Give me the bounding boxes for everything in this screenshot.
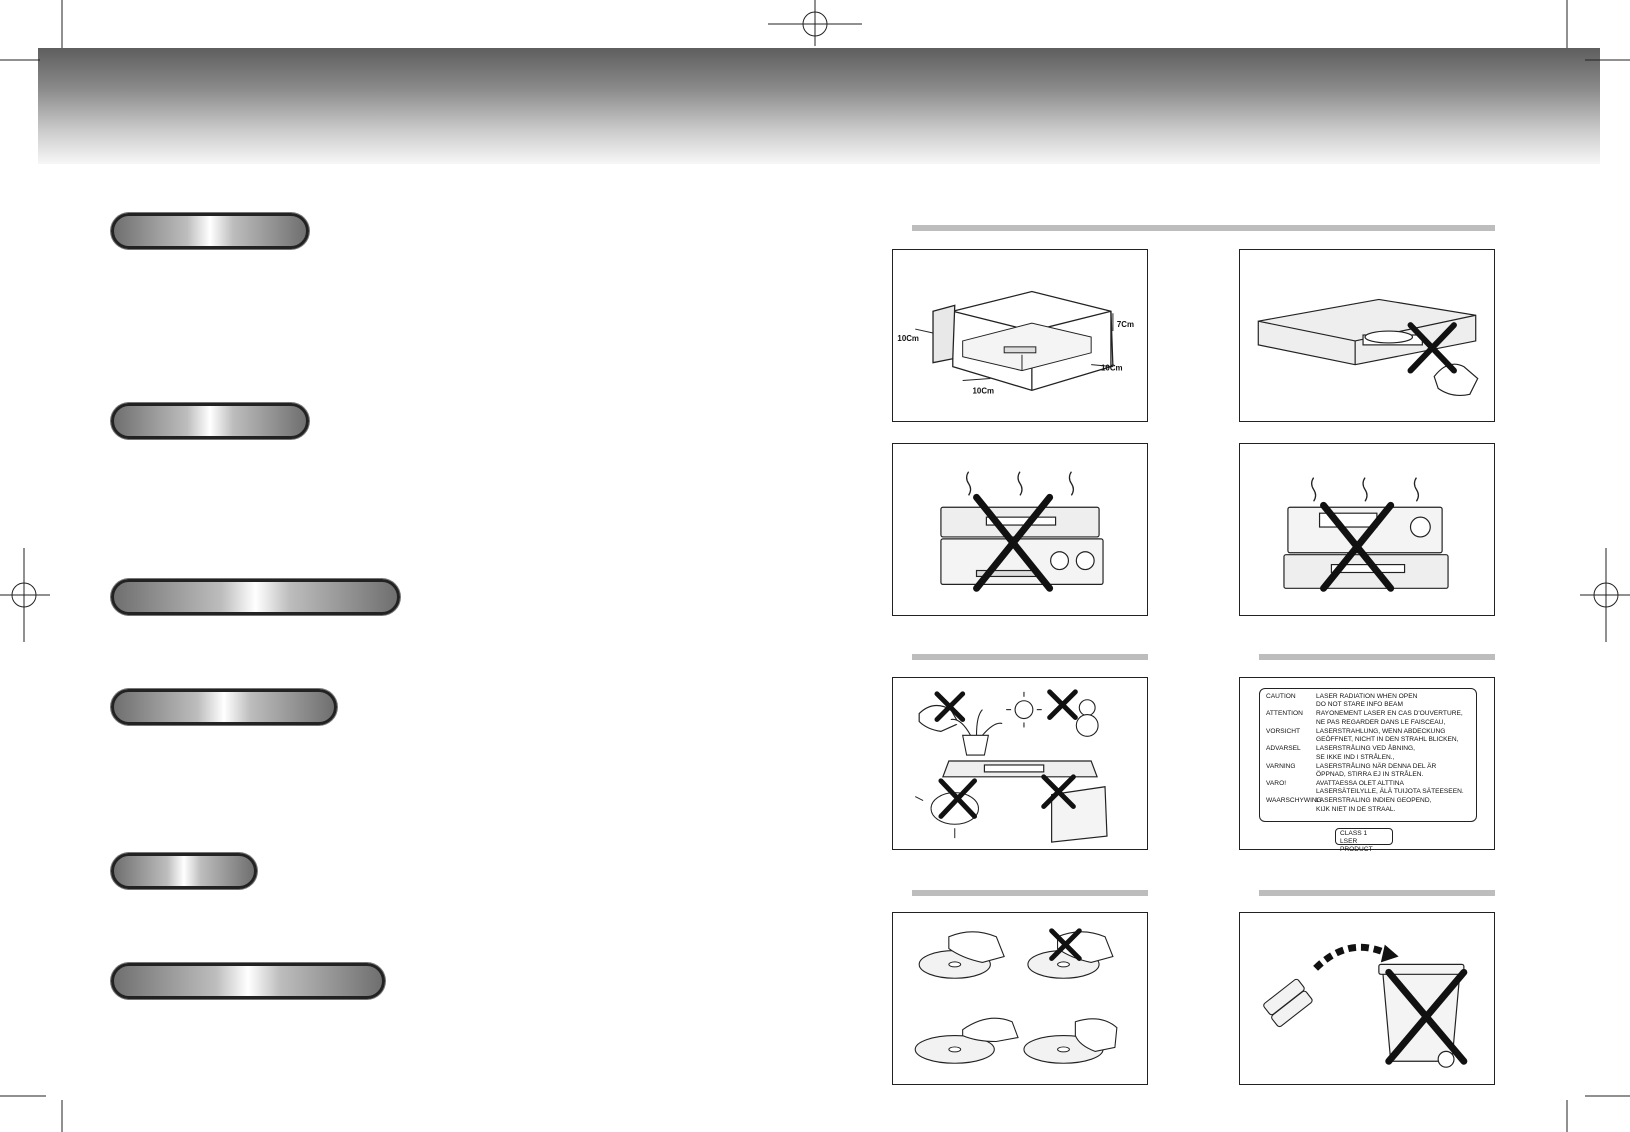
- section-heading-pill-6: [111, 963, 385, 999]
- laser-warning-row: VARNING LASERSTRÅLING NÄR DENNA DEL ÄR ÖPPNAD, STIRRA EJ IN STRÅLEN.: [1266, 762, 1437, 779]
- registration-mark-left: [0, 548, 50, 642]
- illustration-battery-disposal: [1239, 912, 1495, 1085]
- heat-waves-icon: [1312, 478, 1419, 502]
- heat-rays-icon: [915, 793, 978, 838]
- clearance-side-left-label: 10Cm: [897, 333, 919, 343]
- section-heading-pill-2: [111, 403, 309, 439]
- illustration-no-amplifier-on-top: [1239, 443, 1495, 616]
- hand-icon: [949, 932, 1117, 1052]
- laser-warning-row: VORSICHT LASERSTRAHLUNG, WENN ABDECKUNG GEÖFFNET, NICHT IN DEN STRAHL BLICKEN,: [1266, 727, 1459, 744]
- illustration-environment-hazards: [892, 677, 1148, 850]
- section-heading-pill-4: [111, 689, 337, 725]
- amplifier-drawing: [941, 539, 1103, 584]
- clearance-top-label: 7Cm: [1116, 320, 1134, 330]
- illustration-no-stacking-on-amplifier: [892, 443, 1148, 616]
- laser-warning-row: ATTENTION RAYONEMENT LASER EN CAS D'OUVERTURE, NE PAS REGARDER DANS LE FAISCEAU,: [1266, 710, 1463, 726]
- laser-warning-label: [1259, 688, 1477, 822]
- illustration-ventilation-clearance: [892, 249, 1148, 422]
- illustration-disc-handling: [892, 912, 1148, 1085]
- dvd-player-drawing: [1258, 299, 1475, 364]
- snowman-icon: [1076, 700, 1098, 737]
- section-rule-left-low: [912, 890, 1148, 896]
- section-rule-top: [912, 225, 1495, 231]
- dvd-player-drawing: [963, 323, 1091, 370]
- heat-waves-icon: [967, 472, 1074, 496]
- section-heading-pill-5: [111, 853, 257, 889]
- section-rule-right-low: [1259, 890, 1495, 896]
- cross-mark-icon: [937, 692, 1075, 817]
- laser-warning-row: WAARSCHYWING LASERSTRALING INDIEN GEOPEND, KIJK NIET IN DE STRAAL.: [1266, 797, 1432, 813]
- section-heading-pill-1: [111, 213, 309, 249]
- registration-mark-right: [1580, 548, 1630, 642]
- section-rule-right-mid: [1259, 654, 1495, 660]
- clearance-front-label: 10Cm: [972, 386, 995, 396]
- laser-warning-row: ADVARSEL LASERSTRÅLING VED ÅBNING, SE IKKE IND I STRÅLEN.,: [1266, 745, 1415, 761]
- illustration-disc-tray-warning: [1239, 249, 1495, 422]
- battery-icon: [1263, 978, 1314, 1028]
- sun-icon: [1006, 692, 1042, 728]
- section-heading-pill-3: [111, 579, 400, 615]
- section-rule-left-mid: [912, 654, 1148, 660]
- registration-mark-top: [768, 0, 862, 46]
- laser-warning-label-panel: [1239, 677, 1495, 853]
- laser-warning-row: VARO! AVATTAESSA OLET ALTTINA LASERSÄTEILYLLE, ÄLÄ TUIJOTA SÄTEESEEN.: [1266, 780, 1464, 796]
- disc-icon: [915, 951, 1103, 1064]
- laser-class-badge: CLASS 1 LSER PRODUCT: [1335, 828, 1393, 845]
- amplifier-drawing: [1288, 507, 1442, 552]
- laser-warning-row: CAUTION LASER RADIATION WHEN OPEN DO NOT STARE INFO BEAM: [1266, 693, 1418, 709]
- arrow-icon: [1316, 947, 1385, 968]
- clearance-side-right-label: 10Cm: [1101, 363, 1123, 373]
